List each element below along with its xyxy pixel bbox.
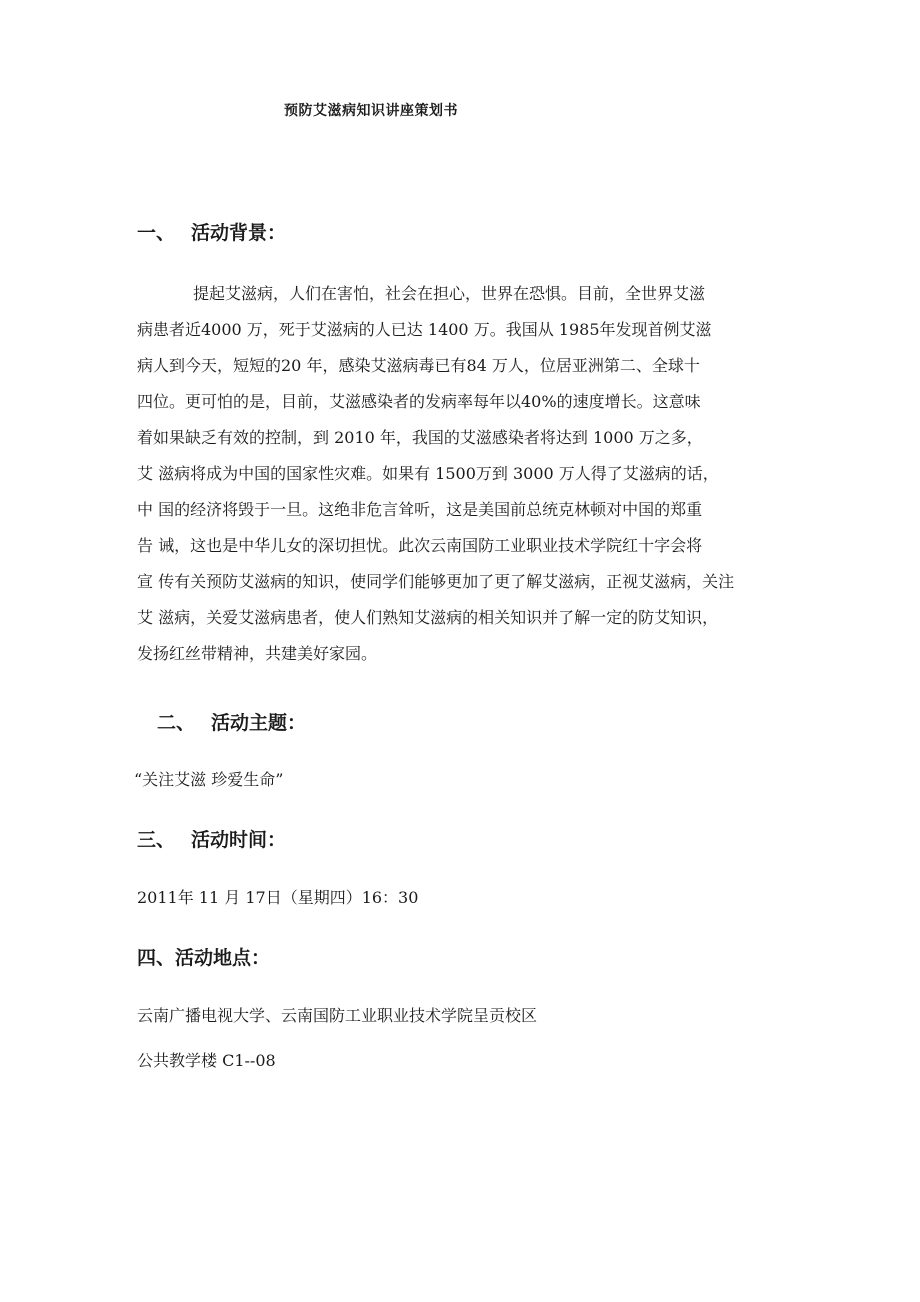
paragraph-line: 提起艾滋病，人们在害怕，社会在担心，世界在恐惧。目前，全世界艾滋 [193,284,706,303]
location-line-2: 公共教学楼 C1--08 [137,1051,276,1070]
section-title: 活动时间： [191,829,287,851]
section-heading-location: 四、活动地点： [137,947,271,969]
section-number: 三、 [137,829,176,851]
section-heading-background [137,218,286,245]
paragraph-line: 告 诫，这也是中华儿女的深切担忧。此次云南国防工业职业技术学院红十字会将 [137,536,703,555]
background-paragraph [137,276,802,672]
paragraph-line: 宣 传有关预防艾滋病的知识，使同学们能够更加了更了解艾滋病，正视艾滋病，关注 [137,572,735,591]
section-number: 一、 [137,222,176,244]
paragraph-line: 四位。更可怕的是，目前，艾滋感染者的发病率每年以40%的速度增长。这意味 [137,392,701,411]
paragraph-line: 艾 滋病，关爱艾滋病患者，使人们熟知艾滋病的相关知识并了解一定的防艾知识， [137,608,719,627]
section-heading-time [137,825,286,852]
theme-content: “关注艾滋 珍爱生命” [134,770,284,789]
paragraph-line: 中 国的经济将毁于一旦。这绝非危言耸听，这是美国前总统克林顿对中国的郑重 [137,500,703,519]
section-heading-theme [157,708,306,735]
section-title: 活动背景： [191,222,287,244]
section-number: 二、 [157,712,196,734]
time-content: 2011年 11 月 17日（星期四）16：30 [137,888,419,907]
paragraph-line: 病人到今天，短短的20 年，感染艾滋病毒已有84 万人，位居亚洲第二、全球十 [137,356,700,375]
paragraph-line: 发扬红丝带精神，共建美好家园。 [137,644,378,663]
location-line-1: 云南广播电视大学、云南国防工业职业技术学院呈贡校区 [137,1006,538,1025]
paragraph-line: 着如果缺乏有效的控制，到 2010 年，我国的艾滋感染者将达到 1000 万之多， [137,428,703,447]
document-title: 预防艾滋病知识讲座策划书 [284,103,458,119]
section-title: 活动主题： [211,712,307,734]
paragraph-line: 艾 滋病将成为中国的国家性灾难。如果有 1500万到 3000 万人得了艾滋病的话， [137,464,719,483]
paragraph-line: 病患者近4000 万，死于艾滋病的人已达 1400 万。我国从 1985年发现首例艾滋 [137,320,712,339]
